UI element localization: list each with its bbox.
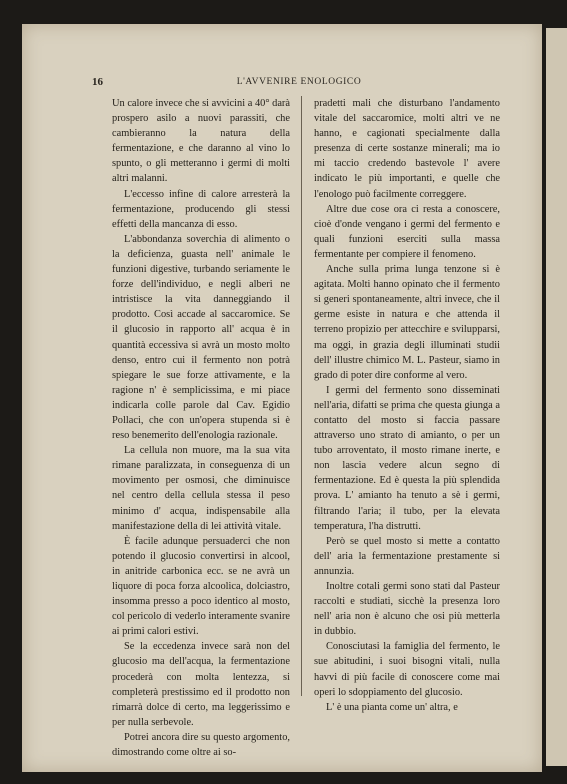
paragraph: Potrei ancora dire su questo argomento, dimostrando come oltre ai so- <box>112 731 290 759</box>
paragraph: L'eccesso infine di calore arresterà la fermentazione, producendo gli stessi effetti della mancanza di esso. <box>112 188 290 230</box>
paragraph: Se la eccedenza invece sarà non del glucosio ma dell'acqua, la fermentazione procederà con molta lentezza, si completerà prestissimo ed il prodotto non rimarrà dolce di certo, ma leggerissimo e per nulla serbevole. <box>112 641 290 728</box>
running-head: L'AVVENIRE ENOLOGICO <box>236 77 362 87</box>
adjacent-page-edge <box>546 28 567 766</box>
paragraph: È facile adunque persuaderci che non potendo il glucosio convertirsi in alcool, in anitride carbonica ecc. se ne avrà un liquore di poca forza alcoolica, dolciastro, insomma presso a poco identico al mosto, col pericolo di vederlo interamente svanire ai primi calori estivi. <box>112 535 291 638</box>
right-text-column <box>314 96 500 713</box>
paragraph: Inoltre cotali germi sono stati dal Pasteur raccolti e studiati, sicchè la presenza loro nell' aria non è alcuno che osi più metterla in dubbio. <box>314 581 500 638</box>
paragraph: L'abbondanza soverchia di alimento o la deficienza, guasta nell' animale le funzioni digestive, turbando seriamente le forze dell'individuo, e negli alberi ne intristisce la vita danneggiando il prodotto. Così accade al saccaromice. Se il glucosio in rapporto all' acqua è in quantità eccessiva si avrà un mosto molto denso, entro cui il fermento non potrà spiegare le sue forze attivamente, e la ragione n' è semplicissima, e mi piace indicarla colle parole dal Cav. Egidio Pollaci, che con un'opera stupenda si è reso benemerito dell'enologia razionale. <box>112 233 290 442</box>
column-divider <box>301 96 302 696</box>
page-number: 16 <box>92 76 103 88</box>
left-text-column <box>112 96 291 759</box>
paragraph: Altre due cose ora ci resta a conoscere, cioè d'onde vengano i germi del fermento e quali funzioni eserciti sulla massa fermentante per compiere il fenomeno. <box>314 203 500 260</box>
paragraph: Conosciutasi la famiglia del fermento, le sue abitudini, i suoi bisogni vitali, nulla havvi di più facile di conoscere come mai operi lo sdoppiamento del glucosio. <box>314 641 500 698</box>
paragraph: L' è una pianta come un' altra, e <box>326 701 458 713</box>
paragraph: La cellula non muore, ma la sua vita rimane paralizzata, in conseguenza di un movimento per osmosi, che diminuisce nel centro della cellula stessa il peso minimo d' acqua, indispensabile alla manifestazione della di lei attività vitale. <box>112 445 290 532</box>
paragraph: Però se quel mosto si mette a contatto dell' aria la fermentazione prestamente si annunzia. <box>314 535 500 577</box>
paragraph: pradetti mali che disturbano l'andamento vitale del saccaromice, molti altri ve ne hanno, e cagionati specialmente dalla presenza di certe sostanze minerali; ma io mi taccio credendo bastevole l' avere indicato le più importanti, e quelle che l'enologo può facilmente correggere. <box>314 98 500 200</box>
page-header <box>92 76 506 90</box>
paragraph: Un calore invece che si avvicini a 40° darà prospero asilo a nuovi parassiti, che cambieranno la natura della fermentazione, e che daranno al vino lo spunto, o gli metteranno i germi di molti altri malanni. <box>112 98 290 185</box>
paragraph: Anche sulla prima lunga tenzone si è agitata. Molti hanno opinato che il fermento si generi spontaneamente, altri invece, che il germe esiste in natura e che attenda il terreno propizio per attecchire e svilupparsi, ma oggi, in grazia degli illuminati studii dell' illustre chimico M. L. Pasteur, siamo in grado di poter dire conforme al vero. <box>314 264 500 381</box>
paragraph: I germi del fermento sono disseminati nell'aria, difatti se prima che questa giunga a contatto del mosto si faccia passare attraverso uno strato di amianto, o per un tubo arroventato, il mosto rimane inerte, e non lascia vedere alcun segno di fermentazione. Ed è questa la più splendida prova. L' amianto ha tenuto a sè i germi, filtrando l'aria; il tubo, per la elevata temperatura, l'ha distrutti. <box>314 384 500 532</box>
